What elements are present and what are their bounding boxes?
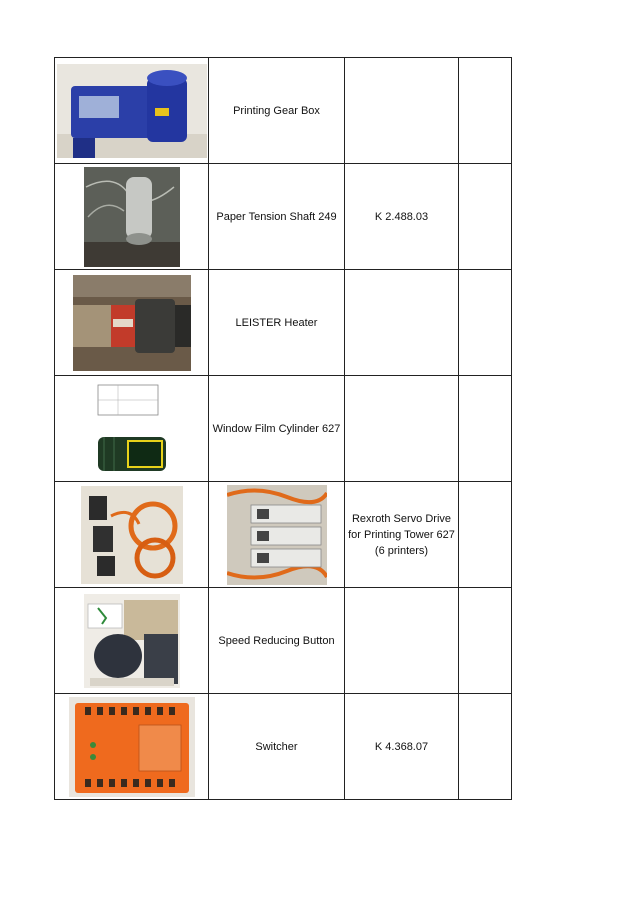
servo-drive-photo [227,485,327,585]
servo-cables-photo [81,486,183,584]
table-row [55,694,512,800]
photo-cell [55,588,209,694]
description-cell: Window Film Cylinder 627 [209,376,345,482]
empty-cell [459,694,512,800]
photo-cell [55,164,209,270]
description-cell: Printing Gear Box [209,58,345,164]
price-cell [345,376,459,482]
table-row [55,270,512,376]
table-row [55,58,512,164]
photo-cell [55,694,209,800]
description-cell: Speed Reducing Button [209,588,345,694]
price-cell [345,58,459,164]
empty-cell [459,482,512,588]
tension-shaft-photo [84,167,180,267]
table-row [55,376,512,482]
table-row [55,164,512,270]
photo-cell [55,482,209,588]
photo-cell [209,482,345,588]
empty-cell [459,58,512,164]
description-cell: Paper Tension Shaft 249 [209,164,345,270]
description-cell: LEISTER Heater [209,270,345,376]
empty-cell [459,376,512,482]
photo-cell [55,376,209,482]
empty-cell [459,588,512,694]
price-cell: K 4.368.07 [345,694,459,800]
table-row [55,482,512,588]
price-cell: K 2.488.03 [345,164,459,270]
description-cell: Rexroth Servo Drive for Printing Tower 627 (6 printers) [345,482,459,588]
speed-button-photo [84,594,180,688]
table-row [55,588,512,694]
photo-cell [55,58,209,164]
price-cell [345,588,459,694]
price-cell [345,270,459,376]
film-cylinder-photo [92,379,172,479]
empty-cell [459,270,512,376]
photo-cell [55,270,209,376]
gear-box-photo [57,64,207,158]
parts-table [54,57,512,800]
switcher-photo [69,697,195,797]
empty-cell [459,164,512,270]
heater-photo [73,275,191,371]
description-cell: Switcher [209,694,345,800]
